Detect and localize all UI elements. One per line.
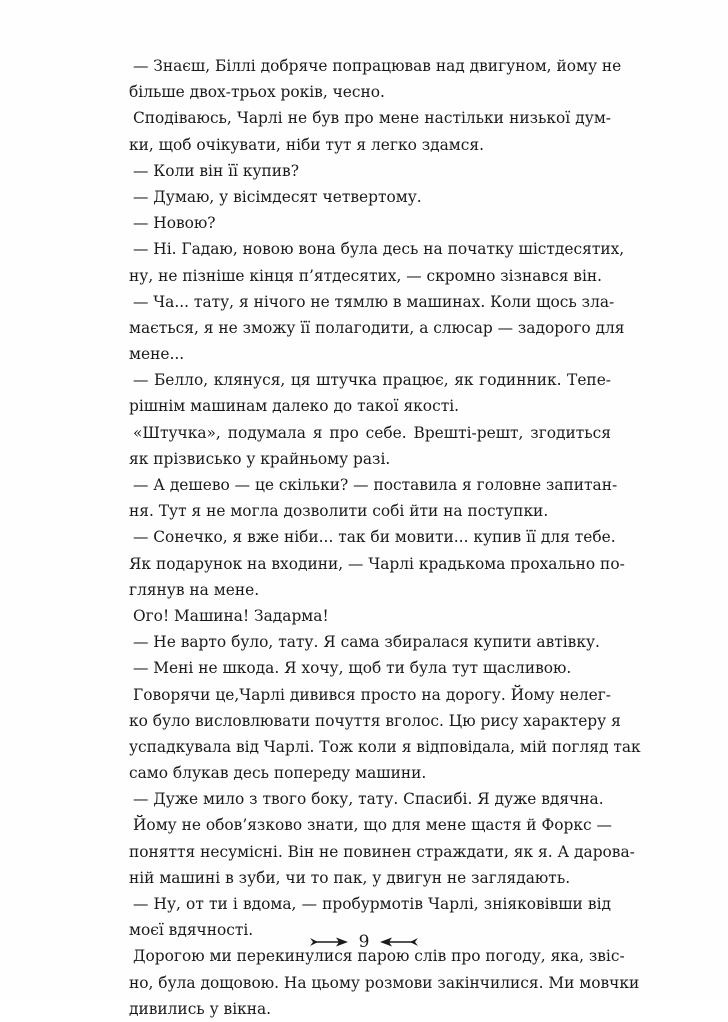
- text-line: — А дешево — це скільки? — поставила я головне запитан-: [133, 476, 618, 494]
- text-line: Як подарунок на входини, — Чарлі крадькома прохально по-: [129, 554, 625, 573]
- text-line: ко було висловлювати почуття вголос. Цю рису характеру я: [129, 711, 621, 730]
- text-line: — Думаю, у вісімдесят четвертому.: [133, 187, 422, 206]
- text-line: — Сонечко, я вже ніби... так би мовити... купив її для тебе.: [133, 528, 616, 547]
- text-line: успадкувала від Чарлі. Тож коли я відповідала, мій погляд так: [129, 737, 641, 756]
- text-line: Говорячи це,Чарлі дивився просто на дорогу. Йому нелег-: [133, 685, 611, 704]
- text-line: ну, не пізніше кінця п’ятдесятих, — скромно зізнався він.: [129, 266, 603, 285]
- text-line: — Ну, от ти і вдома, — пробурмотів Чарлі, зніяковівши від: [133, 895, 611, 913]
- text-line: — Ні. Гадаю, новою вона була десь на початку шістдесятих,: [133, 240, 625, 259]
- text-line: дивились у вікна.: [129, 999, 272, 1018]
- text-line: ній машині в зуби, чи то пак, у двигун не заглядають.: [129, 868, 571, 887]
- text-line: — Мені не шкода. Я хочу, щоб ти була тут щасливою.: [133, 659, 572, 678]
- text-line: Ого! Машина! Задарма!: [133, 606, 329, 625]
- text-line: більше двох-трьох років, чесно.: [129, 83, 385, 102]
- text-line: як прізвисько у крайньому разі.: [129, 449, 391, 468]
- text-line: мається, я не зможу її полагодити, а слюсар — задорого для: [129, 318, 625, 337]
- text-line: рішнім машинам далеко до такої якості.: [129, 397, 460, 416]
- text-line: — Коли він її купив?: [133, 161, 299, 180]
- text-line: ня. Тут я не могла дозволити собі йти на поступки.: [129, 502, 549, 521]
- text-line: поняття несумісні. Він не повинен страждати, як я. А даровa-: [129, 842, 635, 861]
- text-line: но, була дощовою. На цьому розмови закінчилися. Ми мовчки: [129, 973, 640, 992]
- body-text: [129, 53, 641, 1022]
- arrow-ornament-icon: [308, 935, 350, 949]
- text-line: мене...: [129, 345, 185, 364]
- text-line: — Ча... тату, я нічого не тямлю в машинах. Коли щось зла-: [133, 292, 615, 311]
- text-line: — Знаєш, Біллі добряче попрацював над двигуном, йому не: [133, 57, 622, 75]
- page-footer: [0, 932, 728, 952]
- page-number: 9: [358, 932, 370, 952]
- text-line: — Белло, клянуся, ця штучка працює, як годинник. Тепе-: [133, 371, 611, 390]
- text-line: ки, щоб очікувати, ніби тут я легко здамся.: [129, 135, 484, 154]
- text-line: — Дуже мило з твого боку, тату. Спасибі. Я дуже вдячна.: [133, 790, 604, 809]
- text-line: глянув на мене.: [129, 580, 260, 599]
- arrow-ornament-icon: [378, 935, 420, 949]
- text-line: — Не варто було, тату. Я сама збиралася купити автівку.: [133, 633, 600, 652]
- text-line: моєї вдячності.: [129, 921, 254, 940]
- text-line: — Новою?: [133, 214, 216, 233]
- text-line: само блукав десь попереду машини.: [129, 764, 427, 783]
- text-line: «Штучка», подумала я про себе. Врешті-решт, згодиться: [133, 423, 611, 442]
- text-line: Йому не обов’язково знати, що для мене щастя й Форкс —: [133, 816, 612, 835]
- text-line: Дорогою ми перекинулися парою слів про погоду, яка, звіс-: [133, 947, 625, 966]
- text-line: Сподіваюсь, Чарлі не був про мене настільки низької дум-: [133, 109, 611, 128]
